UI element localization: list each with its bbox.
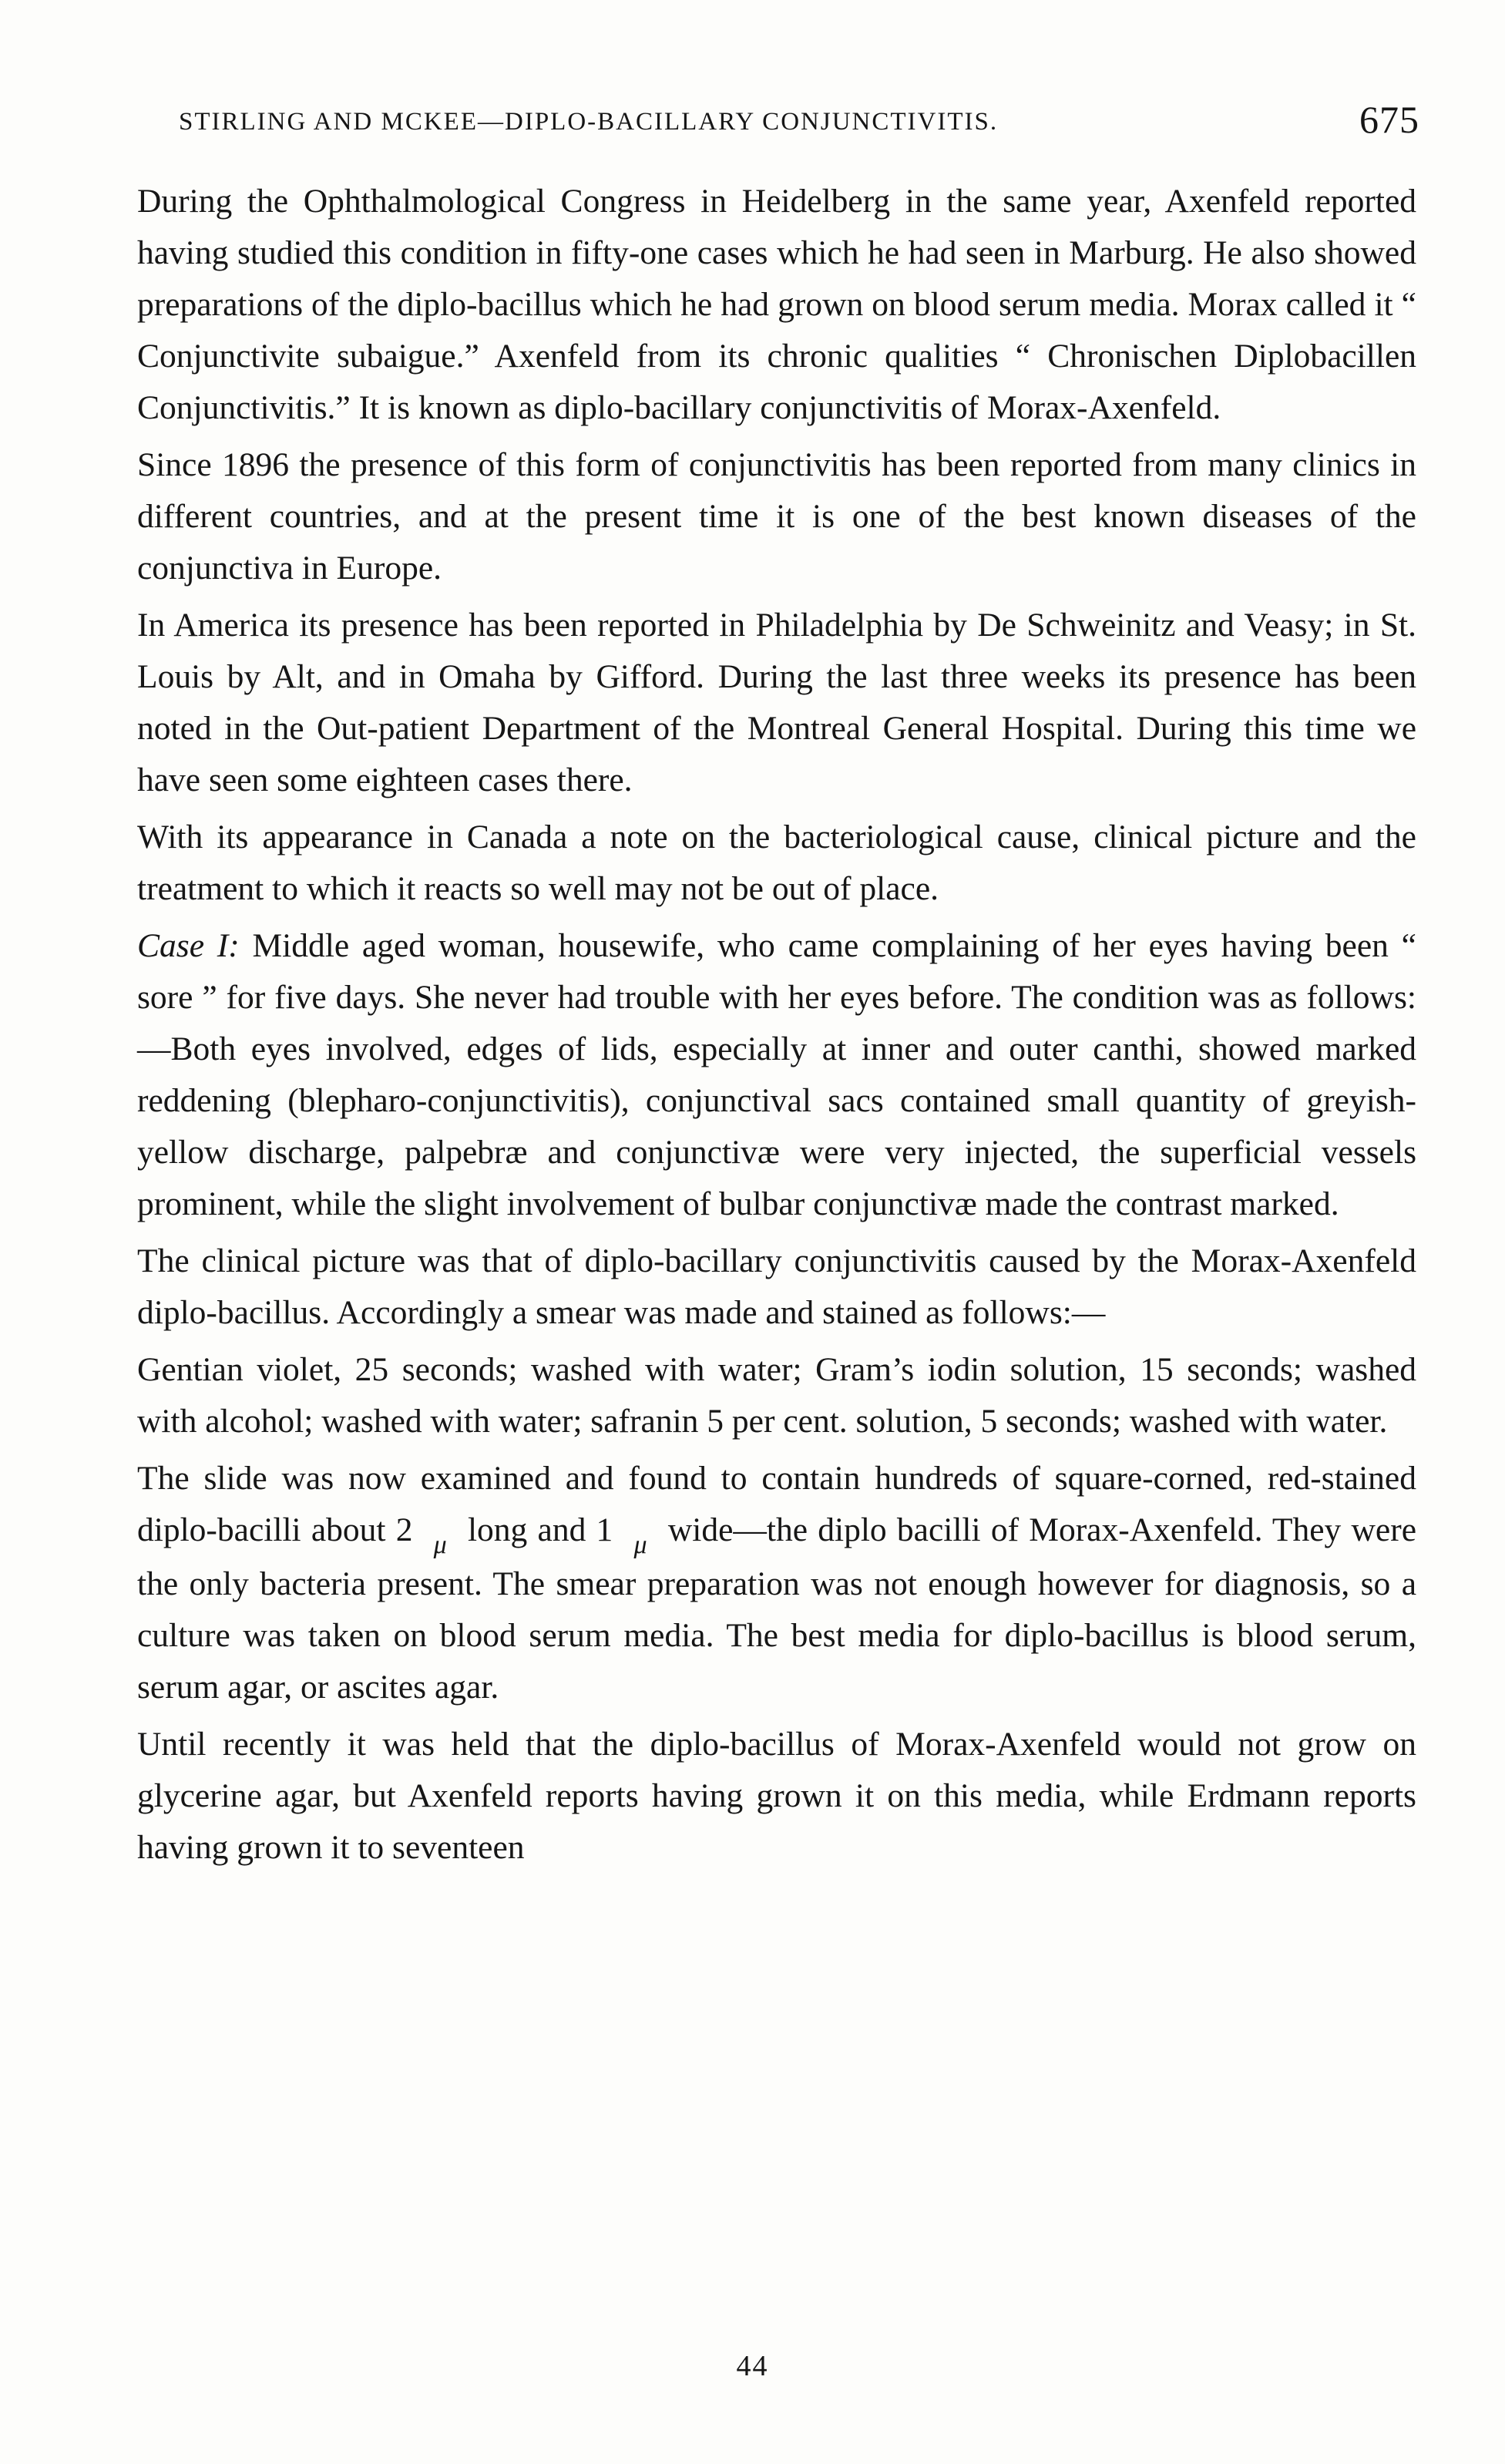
micron-symbol: μ: [633, 1531, 647, 1559]
paragraph-canada: With its appearance in Canada a note on the bacteriological cause, clinical picture and the treatment to which it reacts so well may not be out of place.: [137, 819, 1416, 907]
running-head: [179, 91, 1419, 145]
paragraph-glycerine-agar: Until recently it was held that the diplo-bacillus of Morax-Axenfeld would not grow on glycerine agar, but Axenfeld reports having grown it on this media, while Erdmann reports having grown it to seventeen: [137, 1726, 1416, 1866]
page-number: 675: [1359, 98, 1419, 141]
slide-text-part-3: wide—the diplo bacilli of Morax-Axenfeld. They were the only bacteria present. The smear preparation was not enough however for diagnosis, so a culture was taken on blood serum media. The best media for diplo-bacillus is blood serum, serum agar, or ascites agar.: [137, 1511, 1416, 1706]
case-label: Case I:: [137, 927, 240, 964]
micron-symbol: μ: [433, 1531, 447, 1559]
paragraph-congress: During the Ophthalmological Congress in Heidelberg in the same year, Axenfeld reported having studied this condition in fifty-one cases which he had seen in Marburg. He also showed preparations of the diplo-bacillus which he had grown on blood serum media. Morax called it “ Conjunctivite subaigue.” Axenfeld from its chronic qualities “ Chronischen Diplobacillen Conjunctivitis.” It is known as diplo-bacillary conjunctivitis of Morax-Axenfeld.: [137, 183, 1416, 426]
signature-mark: 44: [736, 2350, 769, 2382]
paragraph-staining: Gentian violet, 25 seconds; washed with water; Gram’s iodin solution, 15 seconds; washed with alcohol; washed with water; safranin 5 per cent. solution, 5 seconds; washed with water.: [137, 1351, 1416, 1440]
paragraph-since-1896: Since 1896 the presence of this form of conjunctivitis has been reported from many clinics in different countries, and at the present time it is one of the best known diseases of the conjunctiva in Europe.: [137, 446, 1416, 587]
running-title: STIRLING AND MCKEE—DIPLO-BACILLARY CONJUNCTIVITIS.: [179, 108, 999, 136]
case-description: Middle aged woman, housewife, who came complaining of her eyes having been “ sore ” for five days. She never had trouble with her eyes before. The condition was as follows:—Both eyes involved, edges of lids, especially at inner and outer canthi, showed marked reddening (blepharo-conjunctivitis), conjunctival sacs contained small quantity of greyish-yellow discharge, palpebræ and conjunctivæ were very injected, the superficial vessels prominent, while the slight involvement of bulbar conjunctivæ made the contrast marked.: [137, 927, 1416, 1222]
slide-text-part-2: long and 1: [467, 1511, 613, 1548]
paragraph-america: In America its presence has been reported in Philadelphia by De Schweinitz and Veasy; in St. Louis by Alt, and in Omaha by Gifford. During the last three weeks its presence has been noted in the Out-patient Department of the Montreal General Hospital. During this time we have seen some eighteen cases there.: [137, 607, 1416, 798]
paragraph-case-1: [137, 920, 1416, 1230]
paragraph-slide: [137, 1453, 1416, 1713]
paragraph-clinical-picture: The clinical picture was that of diplo-bacillary conjunctivitis caused by the Morax-Axenfeld diplo-bacillus. Accordingly a smear was made and stained as follows:—: [137, 1242, 1416, 1331]
slide-text-part-1: The slide was now examined and found to contain hundreds of square-corned, red-stained diplo-bacilli about 2: [137, 1460, 1416, 1548]
article-body: [137, 176, 1416, 1879]
